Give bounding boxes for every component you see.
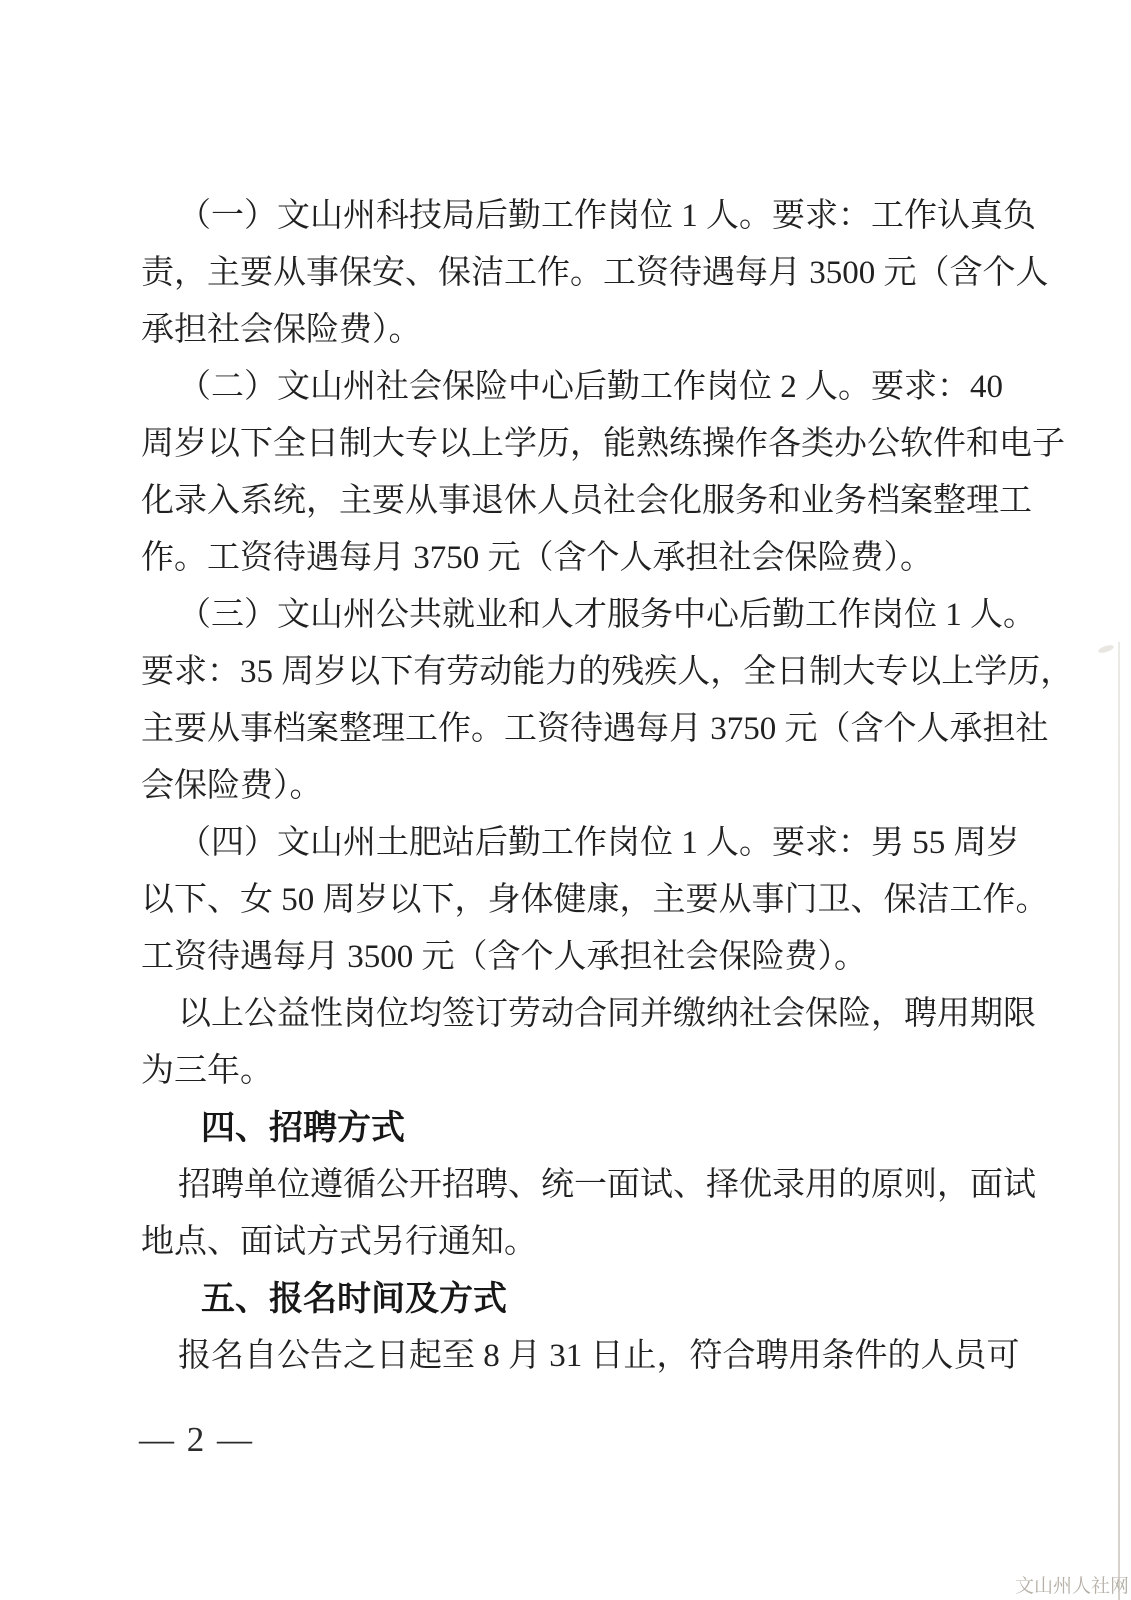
paragraph-job-2-line: 作。工资待遇每月 3750 元（含个人承担社会保险费）。 xyxy=(141,540,933,576)
paragraph-contract-note-line: 为三年。 xyxy=(141,1053,273,1089)
paragraph-job-3-line: （三）文山州公共就业和人才服务中心后勤工作岗位 1 人。 xyxy=(178,597,1036,633)
paragraph-job-1-line: （一）文山州科技局后勤工作岗位 1 人。要求：工作认真负 xyxy=(178,198,1036,234)
paragraph-job-2-line: （二）文山州社会保险中心后勤工作岗位 2 人。要求：40 xyxy=(178,369,1003,405)
site-watermark: 文山州人社网 xyxy=(1014,1576,1129,1597)
document-body xyxy=(141,188,1074,1385)
scan-artifact-line xyxy=(1118,642,1120,1600)
paragraph-job-2-line: 化录入系统，主要从事退休人员社会化服务和业务档案整理工 xyxy=(141,483,1032,519)
paragraph-job-3-line: 会保险费）。 xyxy=(141,768,323,804)
paragraph-job-1-line: 责，主要从事保安、保洁工作。工资待遇每月 3500 元（含个人 xyxy=(141,255,1049,291)
paragraph-contract-note-line: 以上公益性岗位均签订劳动合同并缴纳社会保险，聘用期限 xyxy=(178,996,1036,1032)
page-number: — 2 — xyxy=(139,1420,254,1459)
section-heading-recruitment-method: 四、招聘方式 xyxy=(201,1109,405,1147)
paragraph-recruitment-method-line: 地点、面试方式另行通知。 xyxy=(141,1224,537,1260)
section-heading-registration-time: 五、报名时间及方式 xyxy=(201,1280,507,1318)
paragraph-job-4-line: 工资待遇每月 3500 元（含个人承担社会保险费）。 xyxy=(141,939,867,975)
paragraph-job-3-line: 要求：35 周岁以下有劳动能力的残疾人，全日制大专以上学历， xyxy=(141,654,1074,690)
paragraph-registration-time-line: 报名自公告之日起至 8 月 31 日止，符合聘用条件的人员可 xyxy=(178,1338,1020,1374)
paragraph-job-4-line: 以下、女 50 周岁以下，身体健康，主要从事门卫、保洁工作。 xyxy=(141,882,1049,918)
paragraph-job-3-line: 主要从事档案整理工作。工资待遇每月 3750 元（含个人承担社 xyxy=(141,711,1049,747)
paragraph-job-4-line: （四）文山州土肥站后勤工作岗位 1 人。要求：男 55 周岁 xyxy=(178,825,1020,861)
paragraph-job-2-line: 周岁以下全日制大专以上学历，能熟练操作各类办公软件和电子 xyxy=(141,426,1065,462)
paragraph-recruitment-method-line: 招聘单位遵循公开招聘、统一面试、择优录用的原则，面试 xyxy=(178,1167,1036,1203)
paragraph-job-1-line: 承担社会保险费）。 xyxy=(141,312,422,348)
scan-artifact-speck xyxy=(1097,644,1114,655)
